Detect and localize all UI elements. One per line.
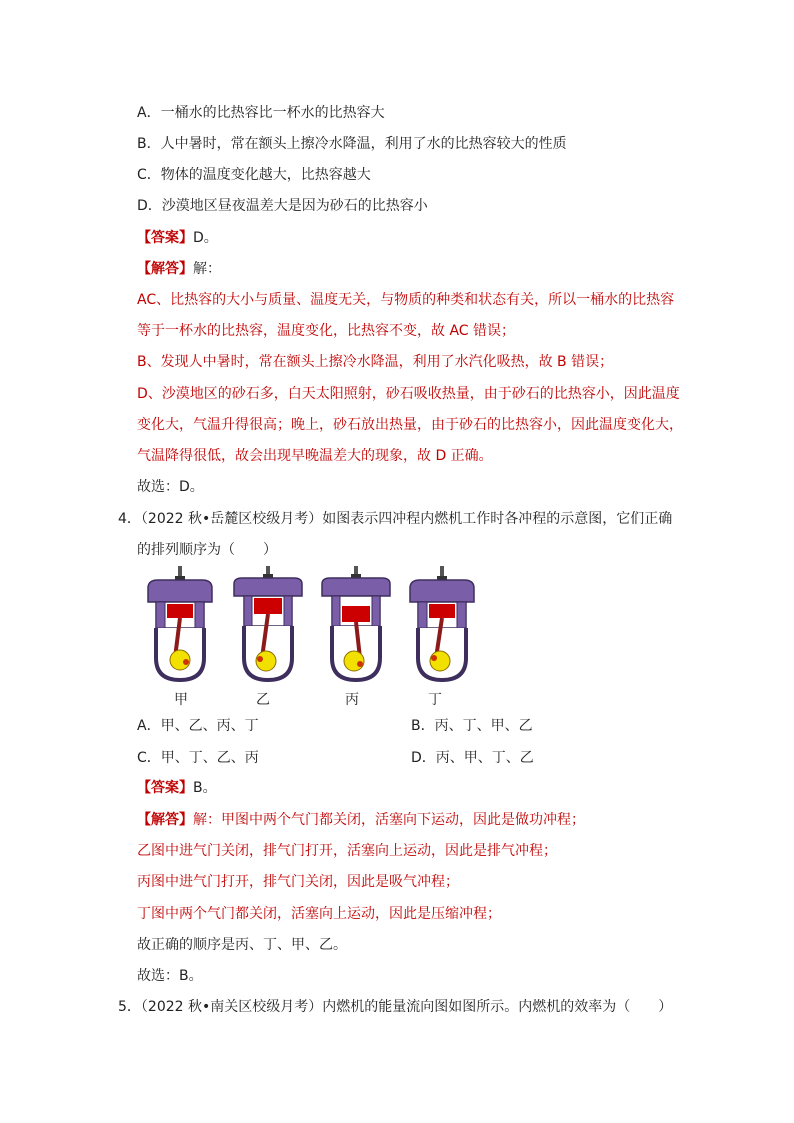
q4-explain-line-2: 乙图中进气门关闭，排气门打开，活塞向上运动，因此是排气冲程； xyxy=(137,843,557,859)
engine-strokes-figure xyxy=(142,566,482,706)
answer-value: D。 xyxy=(193,230,218,246)
q4-answer xyxy=(137,778,217,798)
explain-tag: 【解答】 xyxy=(137,261,193,277)
engine-stroke-ding xyxy=(404,566,480,686)
q3-explain-line-3: B、发现人中暑时，常在额头上擦冷水降温，利用了水汽化吸热，故 B 错误； xyxy=(137,354,614,370)
q4-explain-line-3: 丙图中进气门打开，排气门关闭，因此是吸气冲程； xyxy=(137,874,459,890)
explain-lead: 解： xyxy=(193,261,221,277)
q3-choice: 故选：D。 xyxy=(137,479,204,495)
q3-explain-line-5: 变化大，气温升得很高；晚上，砂石放出热量，由于砂石的比热容小，因此温度变化大， xyxy=(137,417,683,433)
engine-stroke-jia xyxy=(142,566,218,686)
q4-stem-line-1: 4．（2022 秋•岳麓区校级月考）如图表示四冲程内燃机工作时各冲程的示意图，它们正确 xyxy=(118,511,673,527)
q4-option-a: A．甲、乙、丙、丁 xyxy=(137,718,259,734)
q4-explain-line-1 xyxy=(137,810,585,830)
q4-explain-line-5: 故正确的顺序是丙、丁、甲、乙。 xyxy=(137,937,347,953)
q4-option-d: D．丙、甲、丁、乙 xyxy=(411,750,534,766)
answer-tag: 【答案】 xyxy=(137,780,193,796)
q3-option-a: A．一桶水的比热容比一杯水的比热容大 xyxy=(137,105,385,121)
explain-tag: 【解答】 xyxy=(137,812,193,828)
q5-stem: 5．（2022 秋•南关区校级月考）内燃机的能量流向图如图所示。内燃机的效率为（ ） xyxy=(118,999,673,1015)
q3-explain-line-1: AC、比热容的大小与质量、温度无关，与物质的种类和状态有关，所以一桶水的比热容 xyxy=(137,292,675,308)
q3-option-c: C．物体的温度变化越大，比热容越大 xyxy=(137,167,371,183)
q3-option-b: B．人中暑时，常在额头上擦冷水降温，利用了水的比热容较大的性质 xyxy=(137,136,567,152)
q4-choice: 故选：B。 xyxy=(137,968,203,984)
q4-explain-line-4: 丁图中两个气门都关闭，活塞向上运动，因此是压缩冲程； xyxy=(137,906,501,922)
engine-stroke-bing xyxy=(318,566,394,686)
answer-value: B。 xyxy=(193,780,217,796)
engine-stroke-yi xyxy=(230,566,306,686)
explain-text: 解：甲图中两个气门都关闭，活塞向下运动，因此是做功冲程； xyxy=(193,812,585,828)
answer-tag: 【答案】 xyxy=(137,230,193,246)
caption-yi: 乙 xyxy=(256,692,270,708)
caption-jia: 甲 xyxy=(174,692,188,708)
q3-explain-line-4: D、沙漠地区的砂石多，白天太阳照射，砂石吸收热量，由于砂石的比热容小，因此温度 xyxy=(137,386,680,402)
q3-explain-line-6: 气温降得很低，故会出现早晚温差大的现象，故 D 正确。 xyxy=(137,448,493,464)
caption-bing: 丙 xyxy=(345,692,359,708)
q3-answer xyxy=(137,228,218,248)
caption-ding: 丁 xyxy=(428,692,442,708)
q4-stem-line-2: 的排列顺序为（ ） xyxy=(137,542,277,558)
q3-explain-line-2: 等于一杯水的比热容，温度变化，比热容不变，故 AC 错误； xyxy=(137,323,516,339)
q3-explain-heading xyxy=(137,259,221,279)
q3-option-d: D．沙漠地区昼夜温差大是因为砂石的比热容小 xyxy=(137,198,428,214)
q4-option-b: B．丙、丁、甲、乙 xyxy=(411,718,533,734)
q4-option-c: C．甲、丁、乙、丙 xyxy=(137,750,259,766)
